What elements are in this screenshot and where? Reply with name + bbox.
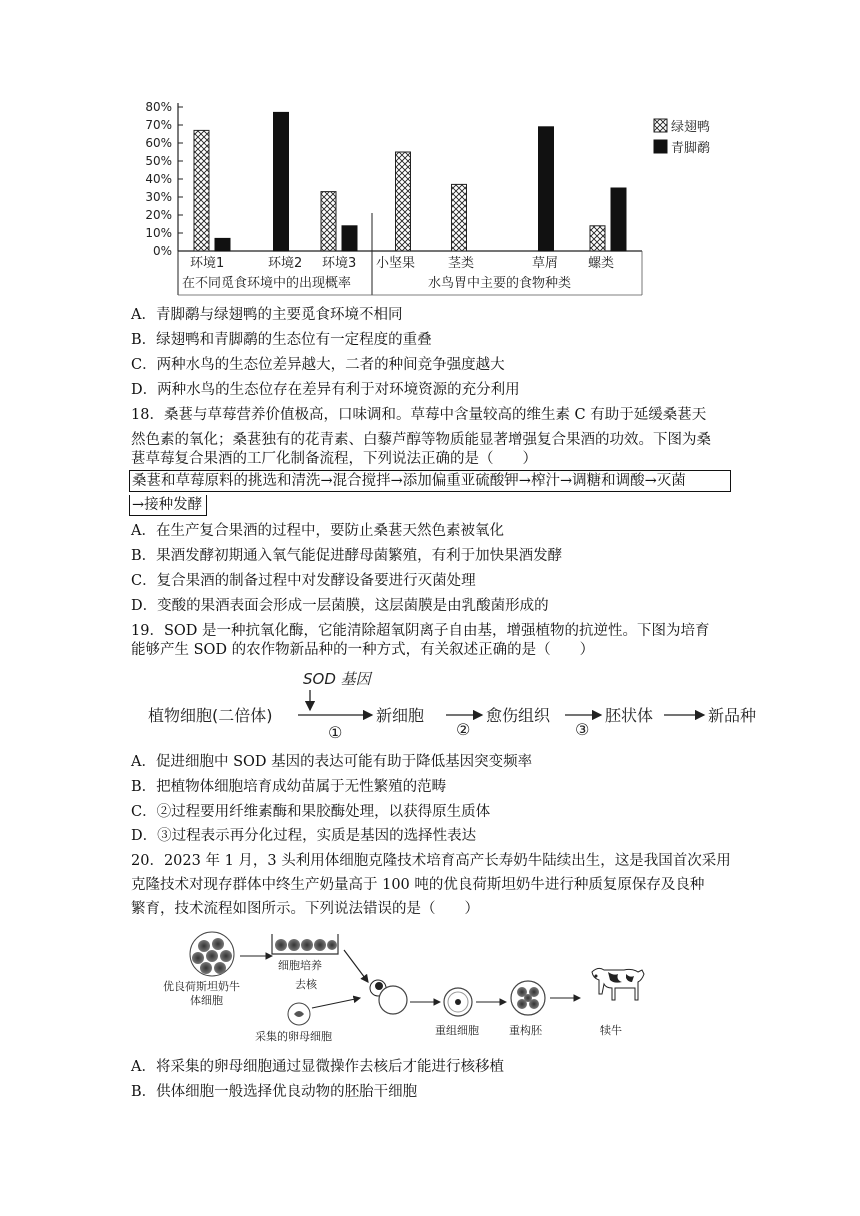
culture-label: 细胞培养: [278, 959, 322, 972]
legend-swatch-qingjiao: [654, 140, 667, 153]
bar-lucao-2: [321, 192, 336, 251]
bar-qingjiao-2: [342, 226, 357, 251]
q20-option-a: A．将采集的卵母细胞通过显微操作去核后才能进行核移植: [131, 1059, 504, 1075]
q20-stem-line: 繁育，技术流程如图所示。下列说法错误的是（ ）: [131, 901, 479, 917]
y-tick-label: 50%: [145, 154, 172, 168]
q18-stem-line: 葚草莓复合果酒的工厂化制备流程，下列说法正确的是（ ）: [131, 451, 537, 467]
donor-cell-cluster: [190, 932, 234, 976]
category-label: 环境3: [322, 256, 357, 271]
q18-option-c: C．复合果酒的制备过程中对发酵设备要进行灭菌处理: [131, 573, 476, 589]
bar-qingjiao-0: [215, 238, 230, 251]
step-3: ③: [575, 720, 590, 739]
node-new-variety: 新品种: [708, 706, 757, 725]
q18-stem-line: 然色素的氧化；桑葚独有的花青素、白藜芦醇等物质能显著增强复合果酒的功效。下图为桑: [131, 432, 711, 448]
y-tick-label: 70%: [145, 118, 172, 132]
bar-lucao-0: [194, 130, 209, 251]
category-label: 茎类: [448, 256, 475, 271]
node-new-cell: 新细胞: [376, 706, 425, 725]
sod-flow-diagram: [140, 668, 790, 748]
culture-dish: [272, 934, 338, 954]
q17-option-c: C．两种水鸟的生态位差异越大，二者的种间竞争强度越大: [131, 357, 505, 373]
group-label-1: 在不同觅食环境中的出现概率: [182, 276, 352, 291]
q19-option-d: D．③过程表示再分化过程，实质是基因的选择性表达: [131, 828, 477, 844]
cloning-flow-diagram: [160, 928, 680, 1053]
q19-option-a: A．促进细胞中 SOD 基因的表达可能有助于降低基因突变频率: [131, 754, 533, 770]
q20-stem-line: 克隆技术对现存群体中终生产奶量高于 100 吨的优良荷斯坦奶牛进行种质复原保存及良种: [131, 877, 705, 893]
step-1: ①: [328, 723, 343, 742]
q19-stem-line: 能够产生 SOD 的农作物新品种的一种方式，有关叙述正确的是（ ）: [131, 642, 595, 658]
q18-option-a: A．在生产复合果酒的过程中，要防止桑葚天然色素被氧化: [131, 523, 504, 539]
bar-lucao-3: [396, 152, 411, 251]
bar-chart: [120, 95, 740, 300]
node-embryoid: 胚状体: [605, 706, 654, 725]
legend-label-lucao: 绿翅鸭: [671, 120, 711, 135]
q19-option-b: B．把植物体细胞培育成幼苗属于无性繁殖的范畴: [131, 779, 447, 795]
y-tick-label: 80%: [145, 100, 172, 114]
q20-option-b: B．供体细胞一般选择优良动物的胚胎干细胞: [131, 1084, 418, 1100]
q17-option-b: B．绿翅鸭和青脚鹬的生态位有一定程度的重叠: [131, 332, 432, 348]
bar-lucao-4: [452, 184, 467, 251]
category-label: 环境2: [268, 256, 303, 271]
q17-option-a: A．青脚鹬与绿翅鸭的主要觅食环境不相同: [131, 307, 403, 323]
category-label: 草屑: [532, 256, 559, 271]
sod-gene-label: SOD 基因: [303, 670, 371, 688]
group-label-2: 水鸟胃中主要的食物种类: [428, 276, 572, 291]
recon-cell-label: 重组细胞: [435, 1024, 479, 1037]
q18-flow-box: 桑葚和草莓原料的挑选和清洗→混合搅拌→添加偏重亚硫酸钾→榨汁→调糖和调酸→灭菌: [129, 470, 731, 492]
node-callus: 愈伤组织: [486, 706, 551, 725]
y-tick-label: 0%: [152, 244, 172, 258]
bar-qingjiao-6: [611, 188, 626, 251]
q20-stem-line: 20．2023 年 1 月，3 头利用体细胞克隆技术培育高产长寿奶牛陆续出生，这是我国首次采用: [131, 853, 731, 869]
bar-lucao-6: [590, 226, 605, 251]
q18-option-b: B．果酒发酵初期通入氧气能促进酵母菌繁殖，有利于加快果酒发酵: [131, 548, 563, 564]
q19-option-c: C．②过程要用纤维素酶和果胶酶处理，以获得原生质体: [131, 804, 491, 820]
q18-option-d: D．变酸的果酒表面会形成一层菌膜，这层菌膜是由乳酸菌形成的: [131, 598, 549, 614]
donor-label-1: 优良荷斯坦奶牛: [163, 980, 240, 993]
node-plant-cell: 植物细胞(二倍体): [148, 706, 273, 725]
q18-flow-box-tail: →接种发酵: [129, 495, 207, 516]
y-tick-label: 20%: [145, 208, 172, 222]
calf-icon: [592, 968, 644, 1000]
category-label: 环境1: [190, 256, 225, 271]
q19-stem-line: 19．SOD 是一种抗氧化酶，它能清除超氧阴离子自由基，增强植物的抗逆性。下图为培育: [131, 623, 710, 639]
q17-option-d: D．两种水鸟的生态位存在差异有利于对环境资源的充分利用: [131, 382, 520, 398]
donor-label-2: 体细胞: [190, 994, 223, 1007]
q18-stem-line: 18．桑葚与草莓营养价值极高，口味调和。草莓中含量较高的维生素 C 有助于延缓桑葚天: [131, 407, 707, 423]
category-label: 小坚果: [376, 256, 416, 271]
oocyte-label: 采集的卵母细胞: [255, 1030, 332, 1043]
step-2: ②: [456, 720, 471, 739]
y-tick-label: 60%: [145, 136, 172, 150]
category-label: 螺类: [588, 256, 615, 271]
recon-embryo: [511, 981, 545, 1015]
y-tick-label: 30%: [145, 190, 172, 204]
y-tick-label: 40%: [145, 172, 172, 186]
enucleate-label: 去核: [295, 978, 317, 991]
legend-swatch-lucao: [654, 119, 667, 132]
legend-label-qingjiao: 青脚鹬: [671, 141, 711, 156]
recon-embryo-label: 重构胚: [509, 1024, 542, 1037]
y-tick-label: 10%: [145, 226, 172, 240]
bar-qingjiao-5: [539, 127, 554, 251]
bar-qingjiao-1: [274, 112, 289, 251]
calf-label: 犊牛: [600, 1024, 622, 1037]
